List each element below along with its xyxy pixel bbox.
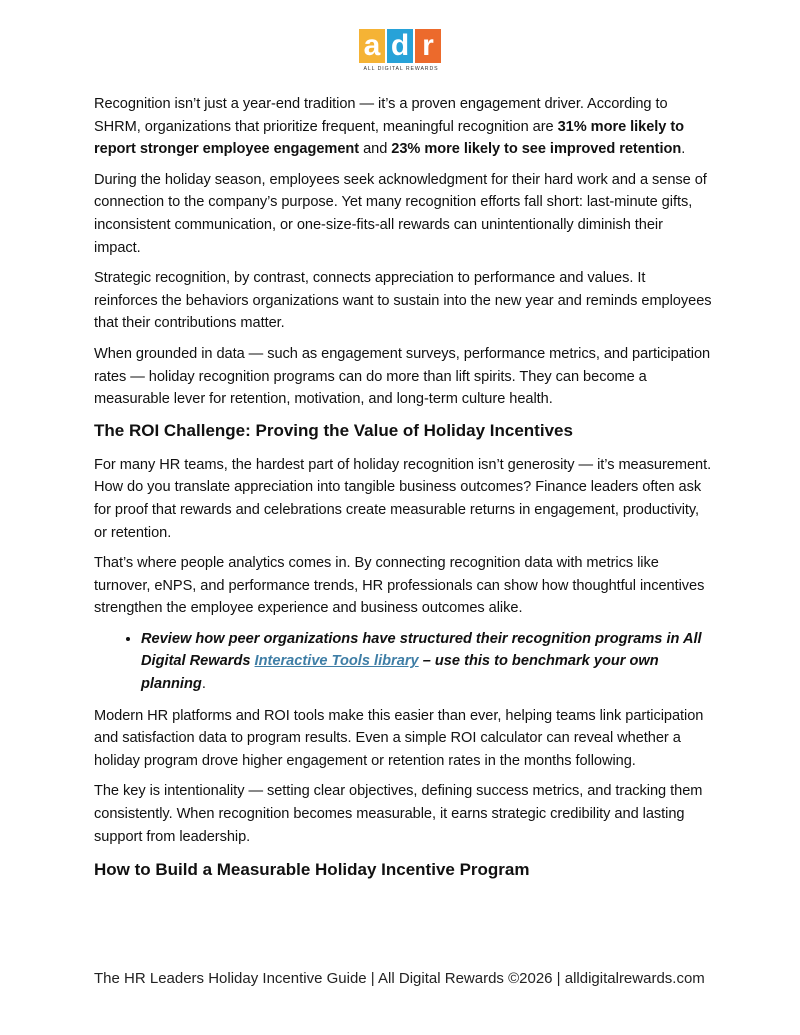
page-footer: The HR Leaders Holiday Incentive Guide | All Digital Rewards ©2026 | alldigitalrewards.com (94, 970, 705, 987)
interactive-tools-library-link[interactable]: Interactive Tools library (254, 653, 419, 670)
paragraph-people-analytics: That’s where people analytics comes in. By connecting recognition data with metrics like turnover, eNPS, and performance trends, HR professionals can show how thoughtful incentives strengthen the employee experience and business outcomes alike. (94, 555, 705, 617)
logo-tiles (359, 29, 443, 63)
p1-text-a: Recognition isn’t just a year-end tradition — it’s a proven engagement driver. According to SHRM, organizations that prioritize frequent, meaningful recognition are (94, 96, 668, 135)
paragraph-holiday-season: During the holiday season, employees seek acknowledgment for their hard work and a sense of connection to the company’s purpose. Yet many recognition efforts fall short: last-minute gifts, inconsistent communication, or one-size-fits-all rewards can unintentionally diminish their impact. (94, 171, 707, 256)
paragraph-intentionality: The key is intentionality — setting clear objectives, defining success metrics, and tracking them consistently. When recognition becomes measurable, it earns strategic credibility and lasting support from leadership. (94, 783, 703, 845)
logo-letter-d: d (387, 29, 413, 63)
heading-roi-challenge: The ROI Challenge: Proving the Value of Holiday Incentives (94, 420, 573, 440)
bullet-item-benchmark (141, 628, 712, 696)
p1-text-e: . (681, 141, 686, 158)
bullet-text-after: – use this to benchmark your own planning (141, 653, 659, 693)
logo-letter-r: r (415, 29, 441, 63)
paragraph-grounded-in-data: When grounded in data — such as engagement surveys, performance metrics, and participation rates — holiday recognition programs can do more than lift spirits. They can become a measurable lever for retention, motivation, and long-term culture health. (94, 345, 711, 408)
paragraph-recognition-driver (94, 93, 712, 161)
adr-logo (359, 29, 443, 73)
bullet-list (94, 628, 712, 696)
document-body (94, 93, 712, 893)
paragraph-strategic-recognition: Strategic recognition, by contrast, connects appreciation to performance and values. It reinforces the behaviors organizations want to sustain into the new year and reminds employees that their contributions matter. (94, 270, 712, 332)
bullet-text-end: . (201, 676, 206, 693)
paragraph-hr-platforms: Modern HR platforms and ROI tools make this easier than ever, helping teams link participation and satisfaction data to program results. Even a simple ROI calculator can reveal whether a holiday program drove higher engagement or retention rates in the months following. (94, 707, 704, 769)
logo-letter-a: a (359, 29, 385, 63)
bullet-text-before: Review how peer organizations have structured their recognition programs in All Digital Rewards (141, 630, 702, 670)
logo-tagline: ALL DIGITAL REWARDS (363, 66, 439, 72)
p1-text-c: and (359, 141, 392, 158)
paragraph-measurement: For many HR teams, the hardest part of holiday recognition isn’t generosity — it’s measurement. How do you translate appreciation into tangible business outcomes? Finance leaders often ask for proof that rewards and celebrations create measurable returns in engagement, productivity, or retention. (94, 456, 712, 541)
stat-retention: 23% more likely to see improved retention (391, 141, 682, 158)
stat-engagement: 31% more likely to report stronger employee engagement (94, 118, 685, 158)
heading-build-program: How to Build a Measurable Holiday Incentive Program (94, 860, 530, 880)
